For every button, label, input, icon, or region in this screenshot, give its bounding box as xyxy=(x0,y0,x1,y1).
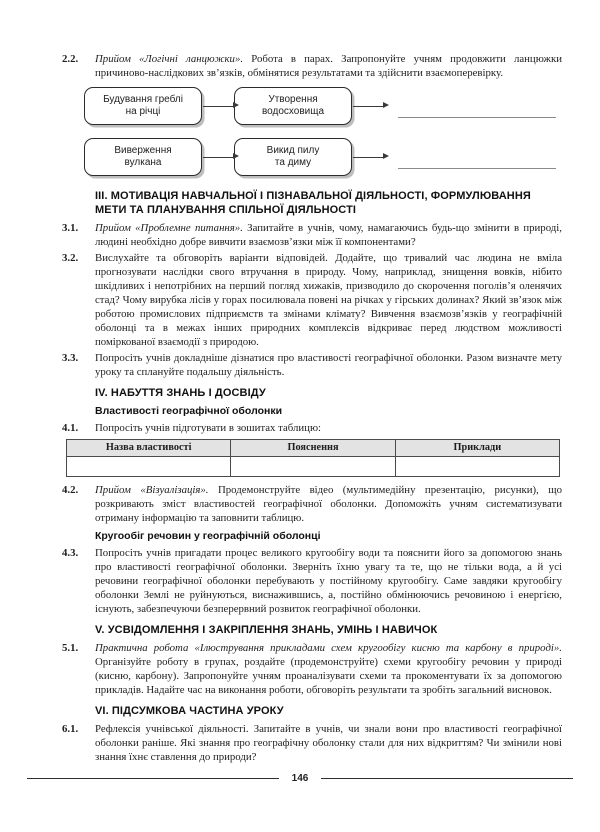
arrow-right-icon xyxy=(353,106,383,107)
section-heading-iii: III. МОТИВАЦІЯ НАВЧАЛЬНОЇ І ПІЗНАВАЛЬНОЇ ДІЯЛЬНОСТІ, ФОРМУЛЮВАННЯ МЕТИ ТА ПЛАНУВАННЯ СПІЛЬНОЇ ДІЯЛЬНОСТІ xyxy=(95,190,531,216)
arrow-right-icon xyxy=(203,106,233,107)
flow-box-label: на річці xyxy=(125,106,161,117)
technique-name: Прийом «Візуалізація». xyxy=(95,484,209,496)
technique-name: Прийом «Проблемне питання». xyxy=(95,222,243,234)
item-number: 4.3. xyxy=(62,547,79,559)
flow-box-label: Виверження xyxy=(114,145,172,156)
write-in-line xyxy=(398,117,556,118)
list-item-6-1 xyxy=(62,722,562,764)
arrow-right-icon xyxy=(353,157,383,158)
flow-box-label: Викид пилу xyxy=(266,145,320,156)
item-text: Попросіть учнів підготувати в зошитах таблицю: xyxy=(95,422,322,434)
flow-box-dust-emission xyxy=(234,138,352,176)
item-number: 2.2. xyxy=(62,53,79,65)
column-header-explanation: Пояснення xyxy=(231,440,395,457)
table-header-row xyxy=(67,440,560,457)
flow-box-label: та диму xyxy=(274,157,312,168)
item-text: Вислухайте та обговоріть варіанти відповідей. Додайте, що тривалий час людина не вміла прогнозувати наслідки свого втручання в природу. Чому, наприклад, знищення вовків, нібито шкідливих і непотрібних на перший погляд хижаків, призводило до скорочення поголів’я оленячих стад? Чому вирубка лісів у горах посилювала повені на річках у гірських долинах? Який зв’язок між роботою промислових підприємств та змінами клімату? Вивчення взаємозв’язків у географічній оболонці та в межах інших природних комплексів відкриває перед людством можливості поміркованої взаємодії з природою. xyxy=(95,252,562,348)
item-text-rest: Запитайте в учнів, чому, намагаючись будь-що змінити в природі, людині необхідно добре вивчити взаємозв’язки між її компонентами? xyxy=(95,222,562,248)
technique-name: Прийом «Логічні ланцюжки». xyxy=(95,53,244,65)
section-heading-vi: VI. ПІДСУМКОВА ЧАСТИНА УРОКУ xyxy=(95,705,284,717)
empty-cell xyxy=(231,457,395,477)
flow-box-label: Утворення xyxy=(268,94,318,105)
item-text xyxy=(95,483,562,525)
item-text-rest: Організуйте роботу в групах, роздайте (продемонструйте) схеми кругообігу речовин у природі (кисню, карбону). Запропонуйте учням проаналізувати схеми та прокоментувати їх за допомогою прикладів. Надайте час на виконання роботи, обговоріть результати та зробіть загальний висновок. xyxy=(95,656,562,696)
subheading-properties: Властивості географічної оболонки xyxy=(95,405,283,417)
list-item-4-2 xyxy=(62,483,562,525)
list-item-5-1 xyxy=(62,641,562,697)
flow-box-reservoir xyxy=(234,87,352,125)
item-text: Рефлексія учнівської діяльності. Запитайте в учнів, чи знали вони про властивості географічної оболонки раніше. Які знання про географічну оболонку стали для них відкриттям? Чи змінили нові знання їхнє ставлення до природи? xyxy=(95,723,562,763)
item-number: 3.3. xyxy=(62,352,79,364)
list-item-4-1 xyxy=(62,421,562,435)
flowchart-row-2 xyxy=(84,138,562,176)
flow-box-dam xyxy=(84,87,202,125)
arrow-right-icon xyxy=(203,157,233,158)
empty-cell xyxy=(395,457,559,477)
document-page xyxy=(62,52,562,766)
flow-box-eruption xyxy=(84,138,202,176)
list-item-3-3 xyxy=(62,351,562,379)
table-row xyxy=(67,457,560,477)
properties-table xyxy=(66,439,560,477)
item-text xyxy=(95,52,562,80)
item-number: 4.2. xyxy=(62,484,79,496)
item-number: 4.1. xyxy=(62,422,79,434)
footer-rule-left xyxy=(27,778,279,779)
flow-box-label: водосховища xyxy=(261,106,325,117)
item-text: Попросіть учнів докладніше дізнатися про властивості географічної оболонки. Разом визначте мету уроку та сплануйте подальшу діяльність. xyxy=(95,352,562,378)
item-text-rest: Продемонструйте відео (мультимедійну презентацію, рисунки), що розкривають зміст властивостей географічної оболонки. Допоможіть учням систематизувати отриману інформацію та заповнити таблицю. xyxy=(95,484,562,524)
column-header-examples: Приклади xyxy=(395,440,559,457)
page-number: 146 xyxy=(291,773,309,784)
item-number: 5.1. xyxy=(62,642,79,654)
item-text xyxy=(95,221,562,249)
list-item-2-2 xyxy=(62,52,562,80)
practical-work-name: Практична робота «Ілюстрування прикладами схем кругообігу кисню та карбону в природі». xyxy=(95,642,562,654)
item-number: 6.1. xyxy=(62,723,79,735)
footer-rule-right xyxy=(321,778,573,779)
section-heading-v: V. УСВІДОМЛЕННЯ І ЗАКРІПЛЕННЯ ЗНАНЬ, УМІНЬ І НАВИЧОК xyxy=(95,624,438,636)
item-number: 3.2. xyxy=(62,252,79,264)
section-heading-iv: IV. НАБУТТЯ ЗНАНЬ І ДОСВІДУ xyxy=(95,387,266,399)
flow-box-label: вулкана xyxy=(124,157,162,168)
properties-table-wrap xyxy=(66,439,562,477)
flow-box-label: Будування греблі xyxy=(103,94,183,105)
column-header-property: Назва властивості xyxy=(67,440,231,457)
item-number: 3.1. xyxy=(62,222,79,234)
item-text xyxy=(95,641,562,697)
item-text-rest: Робота в парах. Запропонуйте учням продовжити ланцюжки причиново-наслідкових зв’язків, обмінятися результатами та здійснити взаємоперевірку. xyxy=(95,53,562,79)
list-item-3-1 xyxy=(62,221,562,249)
cause-effect-flowchart xyxy=(84,87,562,176)
item-text: Попросіть учнів пригадати процес великого кругообігу води та пояснити його за допомогою знань про властивості географічної оболонки. Зверніть їхню увагу та те, що не тільки вода, а й усі речовини географічної оболонки перебувають у постійному кругообігу. Саме завдяки кругообігу оболонки Землі не руйнуються, виснажившись, а, постійно обмінюючись речовиною і енергією, існують, забезпечуючи безперервний розвиток географічної оболонки. xyxy=(95,547,562,615)
subheading-cycle: Кругообіг речовин у географічній оболонці xyxy=(95,530,321,542)
empty-cell xyxy=(67,457,231,477)
page-footer xyxy=(0,773,600,784)
list-item-3-2 xyxy=(62,251,562,349)
list-item-4-3 xyxy=(62,546,562,616)
write-in-line xyxy=(398,168,556,169)
flowchart-row-1 xyxy=(84,87,562,125)
